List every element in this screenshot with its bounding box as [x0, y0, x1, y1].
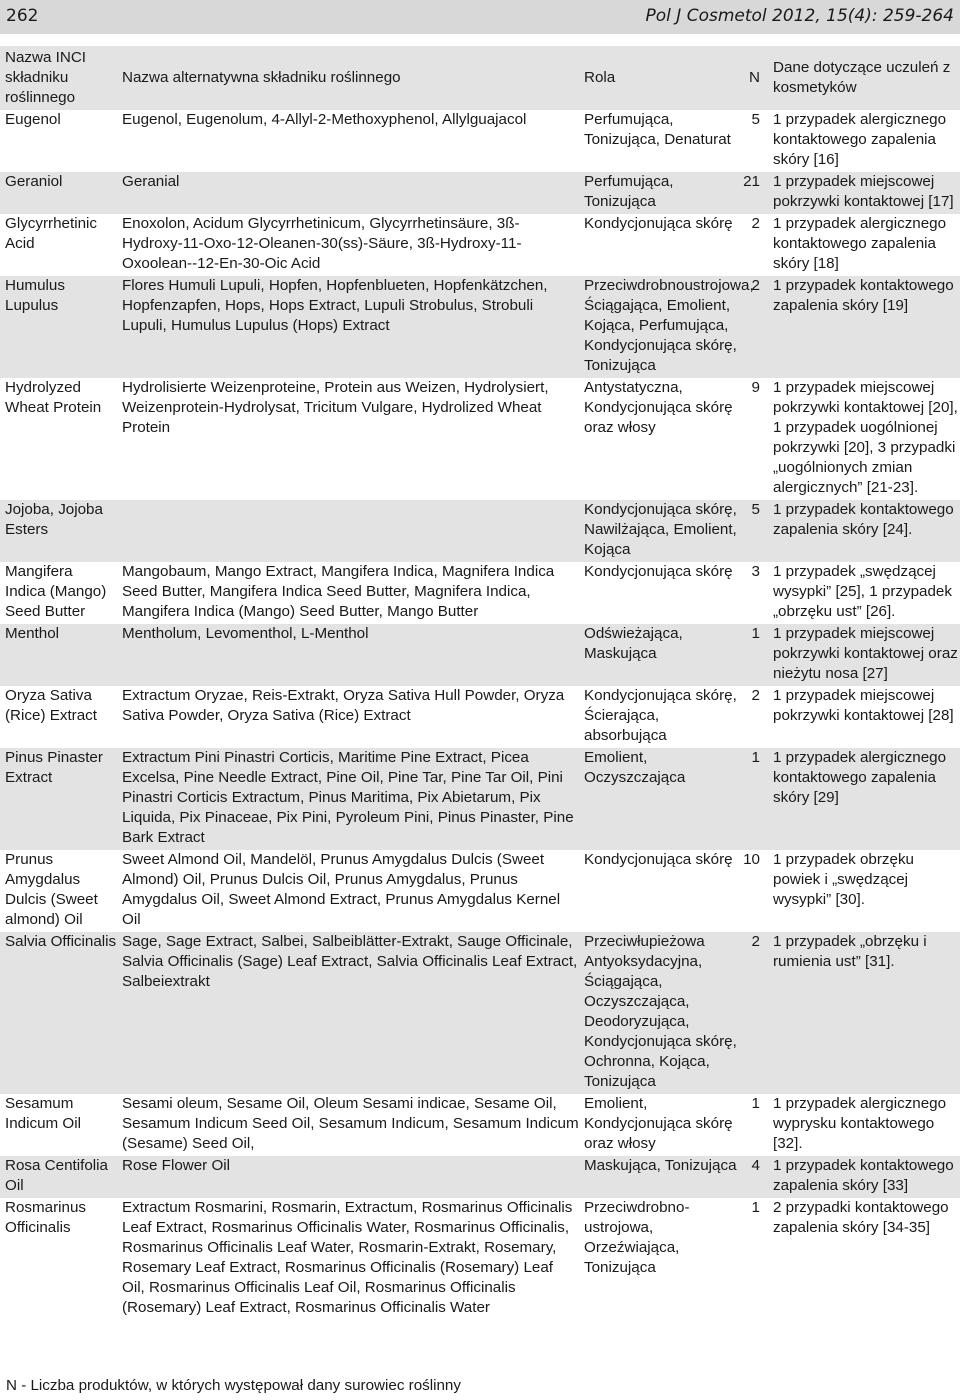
cell-alternative-name: Enoxolon, Acidum Glycyrrhetinicum, Glycyrrhetinsäure, 3ß-Hydroxy-11-Oxo-12-Oleanen-30(ss)-Säure, 3ß-Hydroxy-11-Oxoolean--12-En-30-Oic Acid [122, 215, 522, 272]
cell-role: Przeciwłupieżowa Antyoksydacyjna, Ściągająca, Oczyszczająca, Deodoryzująca, Kondycjonująca skórę, Ochronna, Kojąca, Tonizująca [584, 933, 737, 1090]
column-header-inci: Nazwa INCI składniku roślinnego [5, 49, 87, 106]
cell-allergy-data: 1 przypadek kontaktowego zapalenia skóry [24]. [773, 501, 954, 538]
cell-allergy-data: 1 przypadek kontaktowego zapalenia skóry [19] [773, 277, 954, 314]
cell-alternative-name: Geranial [122, 173, 180, 190]
table-row [0, 1156, 960, 1198]
cell-product-count: 4 [751, 1157, 760, 1174]
column-header-role: Rola [584, 69, 616, 86]
cell-product-count: 3 [751, 563, 760, 580]
cell-allergy-data: 1 przypadek miejscowej pokrzywki kontaktowej [20], 1 przypadek uogólnionej pokrzywki [20], 3 przypadki „uogólnionych zmian alergicznych” [21-23]. [773, 379, 958, 496]
cell-inci-name: Rosa Centifolia Oil [5, 1157, 108, 1194]
cell-role: Perfumująca, Tonizująca, Denaturat [584, 111, 731, 148]
cell-role: Perfumująca, Tonizująca [584, 173, 674, 210]
table-header [0, 46, 960, 110]
cell-inci-name: Glycyrrhetinic Acid [5, 215, 97, 252]
cell-product-count: 1 [751, 1095, 760, 1112]
cell-allergy-data: 1 przypadek miejscowej pokrzywki kontaktowej oraz nieżytu nosa [27] [773, 625, 958, 682]
cell-role: Kondycjonująca skórę [584, 851, 733, 868]
cell-inci-name: Eugenol [5, 111, 61, 128]
cell-product-count: 1 [751, 625, 760, 642]
cell-alternative-name: Extractum Rosmarini, Rosmarin, Extractum, Rosmarinus Officinalis Leaf Extract, Rosmarinus Officinalis Water, Rosmarinus Officinalis, Rosmarinus Officinalis Leaf Water, Rosmarin-Extrakt, Rosemary, Rosemary Leaf Extract, Rosmarinus Officinalis (Rosemary) Leaf Oil, Rosmarinus Officinalis Leaf Oil, Rosmarinus Officinalis (Rosemary) Leaf Extract, Rosmarinus Officinalis Water [122, 1199, 573, 1316]
cell-inci-name: Salvia Officinalis [5, 933, 117, 950]
cell-role: Kondycjonująca skórę [584, 215, 733, 232]
cell-inci-name: Mangifera Indica (Mango) Seed Butter [5, 563, 107, 620]
cell-inci-name: Rosmarinus Officinalis [5, 1199, 87, 1236]
cell-allergy-data: 1 przypadek kontaktowego zapalenia skóry [33] [773, 1157, 954, 1194]
cell-product-count: 10 [743, 851, 760, 868]
cell-alternative-name: Rose Flower Oil [122, 1157, 231, 1174]
cell-inci-name: Jojoba, Jojoba Esters [5, 501, 103, 538]
cell-product-count: 1 [751, 749, 760, 766]
cell-alternative-name: Sweet Almond Oil, Mandelöl, Prunus Amygdalus Dulcis (Sweet Almond) Oil, Prunus Dulcis Oil, Prunus Amygdalus, Prunus Amygdalus Oil, Sweet Almond Extract, Prunus Amygdalus Kernel Oil [122, 851, 561, 928]
cell-product-count: 2 [751, 687, 760, 704]
table-row [0, 214, 960, 276]
cell-role: Przeciwdrobno-ustrojowa, Orzeźwiająca, Tonizująca [584, 1199, 690, 1276]
cell-role: Kondycjonująca skórę, Nawilżająca, Emolient, Kojąca [584, 501, 737, 558]
cell-allergy-data: 1 przypadek alergicznego kontaktowego zapalenia skóry [16] [773, 111, 947, 168]
cell-product-count: 2 [751, 933, 760, 950]
cell-inci-name: Oryza Sativa (Rice) Extract [5, 687, 97, 724]
table-row [0, 686, 960, 748]
cell-role: Przeciwdrobnoustrojowa, Ściągająca, Emolient, Kojąca, Perfumująca, Kondycjonująca skórę, Tonizująca [584, 277, 754, 374]
page-header [0, 0, 960, 34]
table-row [0, 1094, 960, 1156]
table-row [0, 172, 960, 214]
table-row [0, 562, 960, 624]
cell-alternative-name: Hydrolisierte Weizenproteine, Protein aus Weizen, Hydrolysiert, Weizenprotein-Hydrolysat, Tricitum Vulgare, Hydrolized Wheat Protein [122, 379, 549, 436]
cell-allergy-data: 1 przypadek miejscowej pokrzywki kontaktowej [28] [773, 687, 954, 724]
cell-role: Kondycjonująca skórę [584, 563, 733, 580]
cell-inci-name: Hydrolyzed Wheat Protein [5, 379, 102, 416]
cell-product-count: 21 [743, 173, 760, 190]
ingredients-table [0, 46, 960, 1320]
column-header-allergy-data: Dane dotyczące uczuleń z kosmetyków [773, 59, 951, 96]
cell-alternative-name: Mangobaum, Mango Extract, Mangifera Indica, Magnifera Indica Seed Butter, Mangifera Indica Seed Butter, Magnifera Indica, Mangifera Indica (Mango) Seed Butter, Mango Butter [122, 563, 555, 620]
cell-alternative-name: Extractum Pini Pinastri Corticis, Maritime Pine Extract, Picea Excelsa, Pine Needle Extract, Pine Oil, Pine Tar, Pine Tar Oil, Pini Pinastri Corticis Extractum, Pinus Maritima, Pix Abietarum, Pix Liquida, Pix Pinaceae, Pix Pini, Pyroleum Pini, Pinus Pinaster, Pine Bark Extract [122, 749, 574, 846]
cell-product-count: 5 [751, 111, 760, 128]
cell-alternative-name: Eugenol, Eugenolum, 4-Allyl-2-Methoxyphenol, Allylguajacol [122, 111, 527, 128]
cell-role: Kondycjonująca skórę, Ścierająca, absorbująca [584, 687, 737, 744]
table-row [0, 932, 960, 1094]
column-header-alternative-name: Nazwa alternatywna składniku roślinnego [122, 69, 401, 86]
cell-inci-name: Menthol [5, 625, 60, 642]
journal-citation: Pol J Cosmetol 2012, 15(4): 259-264 [645, 6, 954, 26]
cell-allergy-data: 1 przypadek miejscowej pokrzywki kontaktowej [17] [773, 173, 954, 210]
cell-allergy-data: 1 przypadek alergicznego wyprysku kontaktowego [32]. [773, 1095, 947, 1152]
table-row [0, 378, 960, 500]
cell-alternative-name [117, 500, 579, 562]
table-row [0, 624, 960, 686]
cell-alternative-name: Extractum Oryzae, Reis-Extrakt, Oryza Sativa Hull Powder, Oryza Sativa Powder, Oryza Sativa (Rice) Extract [122, 687, 565, 724]
cell-inci-name: Prunus Amygdalus Dulcis (Sweet almond) Oil [5, 851, 98, 928]
cell-role: Emolient, Oczyszczająca [584, 749, 686, 786]
cell-alternative-name: Flores Humuli Lupuli, Hopfen, Hopfenblueten, Hopfenkätzchen, Hopfenzapfen, Hops, Hops Extract, Lupuli Strobulus, Strobuli Lupuli, Humulus Lupulus (Hops) Extract [122, 277, 548, 334]
table-row [0, 1198, 960, 1320]
table-row [0, 500, 960, 562]
cell-allergy-data: 1 przypadek alergicznego kontaktowego zapalenia skóry [29] [773, 749, 947, 806]
cell-alternative-name: Mentholum, Levomenthol, L-Menthol [122, 625, 369, 642]
table-body [0, 110, 960, 1320]
table-row [0, 276, 960, 378]
cell-role: Emolient, Kondycjonująca skórę oraz włosy [584, 1095, 733, 1152]
cell-alternative-name: Sage, Sage Extract, Salbei, Salbeiblätter-Extrakt, Sauge Officinale, Salvia Officinalis (Sage) Leaf Extract, Salvia Officinalis Leaf Extract, Salbeiextrakt [122, 933, 578, 990]
table-row [0, 748, 960, 850]
cell-product-count: 9 [751, 379, 760, 396]
cell-product-count: 2 [751, 277, 760, 294]
cell-inci-name: Geraniol [5, 173, 63, 190]
cell-role: Antystatyczna, Kondycjonująca skórę oraz włosy [584, 379, 733, 436]
column-header-n: N [749, 69, 760, 86]
cell-product-count: 1 [751, 1199, 760, 1216]
cell-inci-name: Sesamum Indicum Oil [5, 1095, 81, 1132]
cell-allergy-data: 1 przypadek „swędzącej wysypki” [25], 1 przypadek „obrzęku ust” [26]. [773, 563, 952, 620]
cell-allergy-data: 1 przypadek alergicznego kontaktowego zapalenia skóry [18] [773, 215, 947, 272]
table-footnote: N - Liczba produktów, w których występował dany surowiec roślinny [6, 1377, 461, 1394]
table-row [0, 850, 960, 932]
cell-alternative-name: Sesami oleum, Sesame Oil, Oleum Sesami indicae, Sesame Oil, Sesamum Indicum Seed Oil, Sesamum Indicum, Sesamum Indicum (Sesame) Seed Oil, [122, 1095, 579, 1152]
cell-inci-name: Pinus Pinaster Extract [5, 749, 103, 786]
cell-allergy-data: 2 przypadki kontaktowego zapalenia skóry [34-35] [773, 1199, 949, 1236]
cell-allergy-data: 1 przypadek „obrzęku i rumienia ust” [31]. [773, 933, 927, 970]
cell-role: Odświeżająca, Maskująca [584, 625, 683, 662]
cell-allergy-data: 1 przypadek obrzęku powiek i „swędzącej wysypki” [30]. [773, 851, 914, 908]
cell-product-count: 5 [751, 501, 760, 518]
table-row [0, 110, 960, 172]
cell-product-count: 2 [751, 215, 760, 232]
cell-role: Maskująca, Tonizująca [584, 1157, 737, 1174]
page-number: 262 [6, 6, 39, 26]
cell-inci-name: Humulus Lupulus [5, 277, 65, 314]
